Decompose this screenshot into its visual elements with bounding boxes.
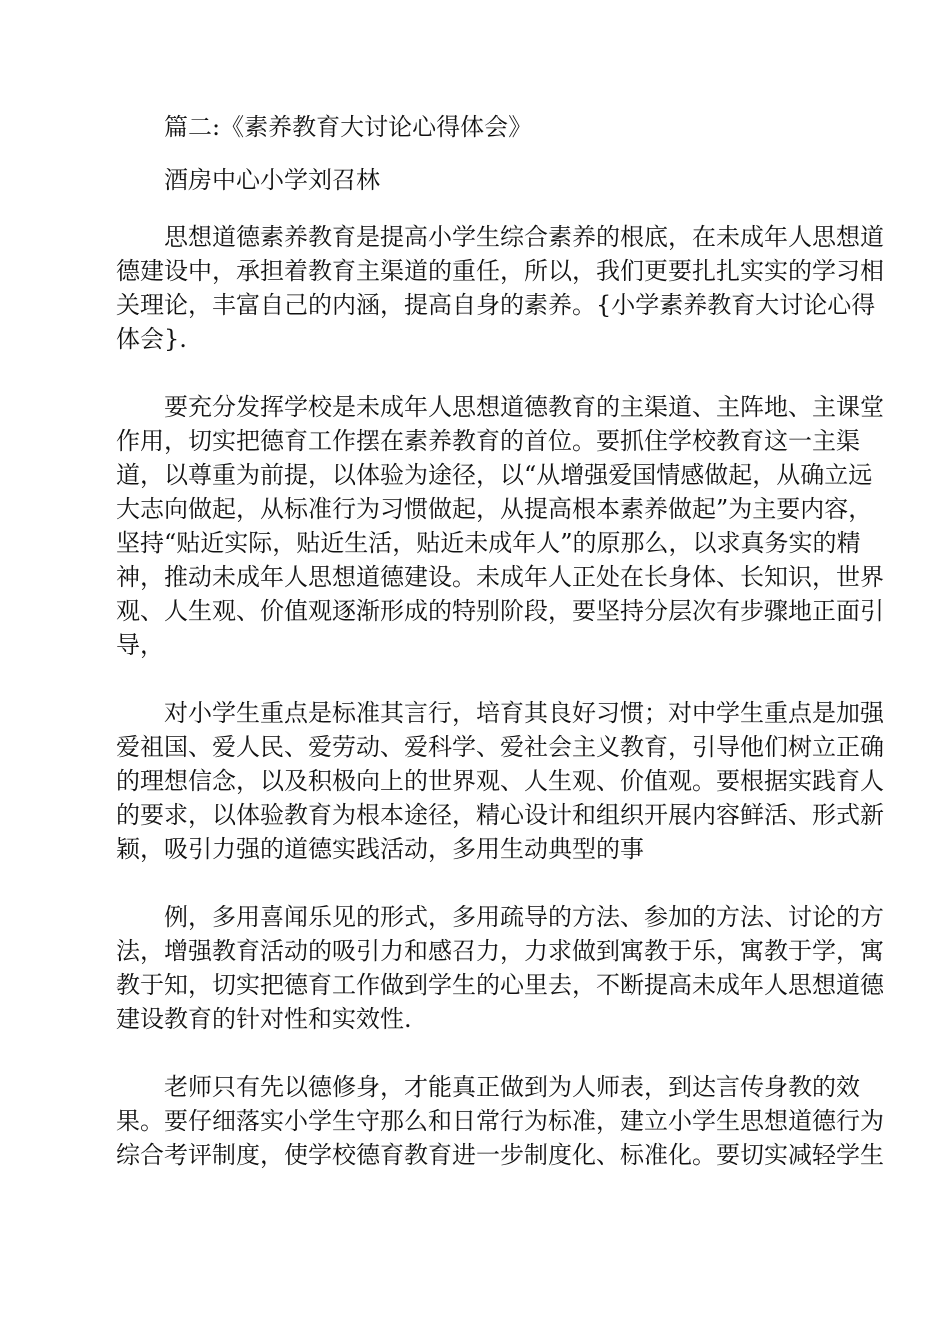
paragraph-line: 神，推动未成年人思想道德建设。未成年人正处在长身体、长知识，世界	[116, 563, 884, 591]
paragraph-line: 思想道德素养教育是提高小学生综合素养的根底，在未成年人思想道	[164, 223, 884, 251]
paragraph-line: 导，	[116, 631, 164, 659]
paragraph-3	[116, 696, 884, 866]
paragraph-line: 老师只有先以德修身，才能真正做到为人师表，到达言传身教的效	[164, 1073, 860, 1101]
paragraph-line: 例，多用喜闻乐见的形式，多用疏导的方法、参加的方法、讨论的方	[164, 903, 884, 931]
paragraph-line: 颖，吸引力强的道德实践活动，多用生动典型的事	[116, 835, 644, 863]
paragraph-1	[116, 220, 884, 356]
paragraph-line: 综合考评制度，使学校德育教育进一步制度化、标准化。要切实减轻学生	[116, 1141, 884, 1169]
paragraph-4	[116, 900, 884, 1036]
paragraph-line: 对小学生重点是标准其言行，培育其良好习惯；对中学生重点是加强	[164, 699, 884, 727]
document-title: 篇二:《素养教育大讨论心得体会》	[164, 113, 533, 141]
paragraph-line: 德建设中，承担着教育主渠道的重任，所以，我们更要扎扎实实的学习相	[116, 257, 884, 285]
paragraph-2	[116, 390, 884, 662]
paragraph-line: 果。要仔细落实小学生守那么和日常行为标准，建立小学生思想道德行为	[116, 1107, 884, 1135]
paragraph-line: 体会}.	[116, 325, 187, 353]
paragraph-line: 建设教育的针对性和实效性.	[116, 1005, 412, 1033]
document-author: 酒房中心小学刘召林	[164, 166, 380, 194]
paragraph-line: 的理想信念，以及积极向上的世界观、人生观、价值观。要根据实践育人	[116, 767, 884, 795]
document-content	[116, 110, 884, 1172]
paragraph-line: 道，以尊重为前提，以体验为途径，以“从增强爱国情感做起，从确立远	[116, 461, 873, 489]
paragraph-line: 的要求，以体验教育为根本途径，精心设计和组织开展内容鲜活、形式新	[116, 801, 884, 829]
paragraph-5	[116, 1070, 884, 1172]
paragraph-line: 法，增强教育活动的吸引力和感召力，力求做到寓教于乐，寓教于学，寓	[116, 937, 884, 965]
paragraph-line: 坚持“贴近实际，贴近生活，贴近未成年人”的原那么，以求真务实的精	[116, 529, 861, 557]
paragraph-line: 爱祖国、爱人民、爱劳动、爱科学、爱社会主义教育，引导他们树立正确	[116, 733, 884, 761]
paragraph-line: 关理论，丰富自己的内涵，提高自身的素养。{小学素养教育大讨论心得	[116, 291, 876, 319]
paragraph-line: 要充分发挥学校是未成年人思想道德教育的主渠道、主阵地、主课堂	[164, 393, 884, 421]
document-heading	[116, 110, 836, 144]
paragraph-line: 观、人生观、价值观逐渐形成的特别阶段，要坚持分层次有步骤地正面引	[116, 597, 884, 625]
paragraph-line: 大志向做起，从标准行为习惯做起，从提高根本素养做起”为主要内容，	[116, 495, 873, 523]
paragraph-line: 教于知，切实把德育工作做到学生的心里去，不断提高未成年人思想道德	[116, 971, 884, 999]
paragraph-line: 作用，切实把德育工作摆在素养教育的首位。要抓住学校教育这一主渠	[116, 427, 860, 455]
document-author-block	[116, 163, 836, 197]
